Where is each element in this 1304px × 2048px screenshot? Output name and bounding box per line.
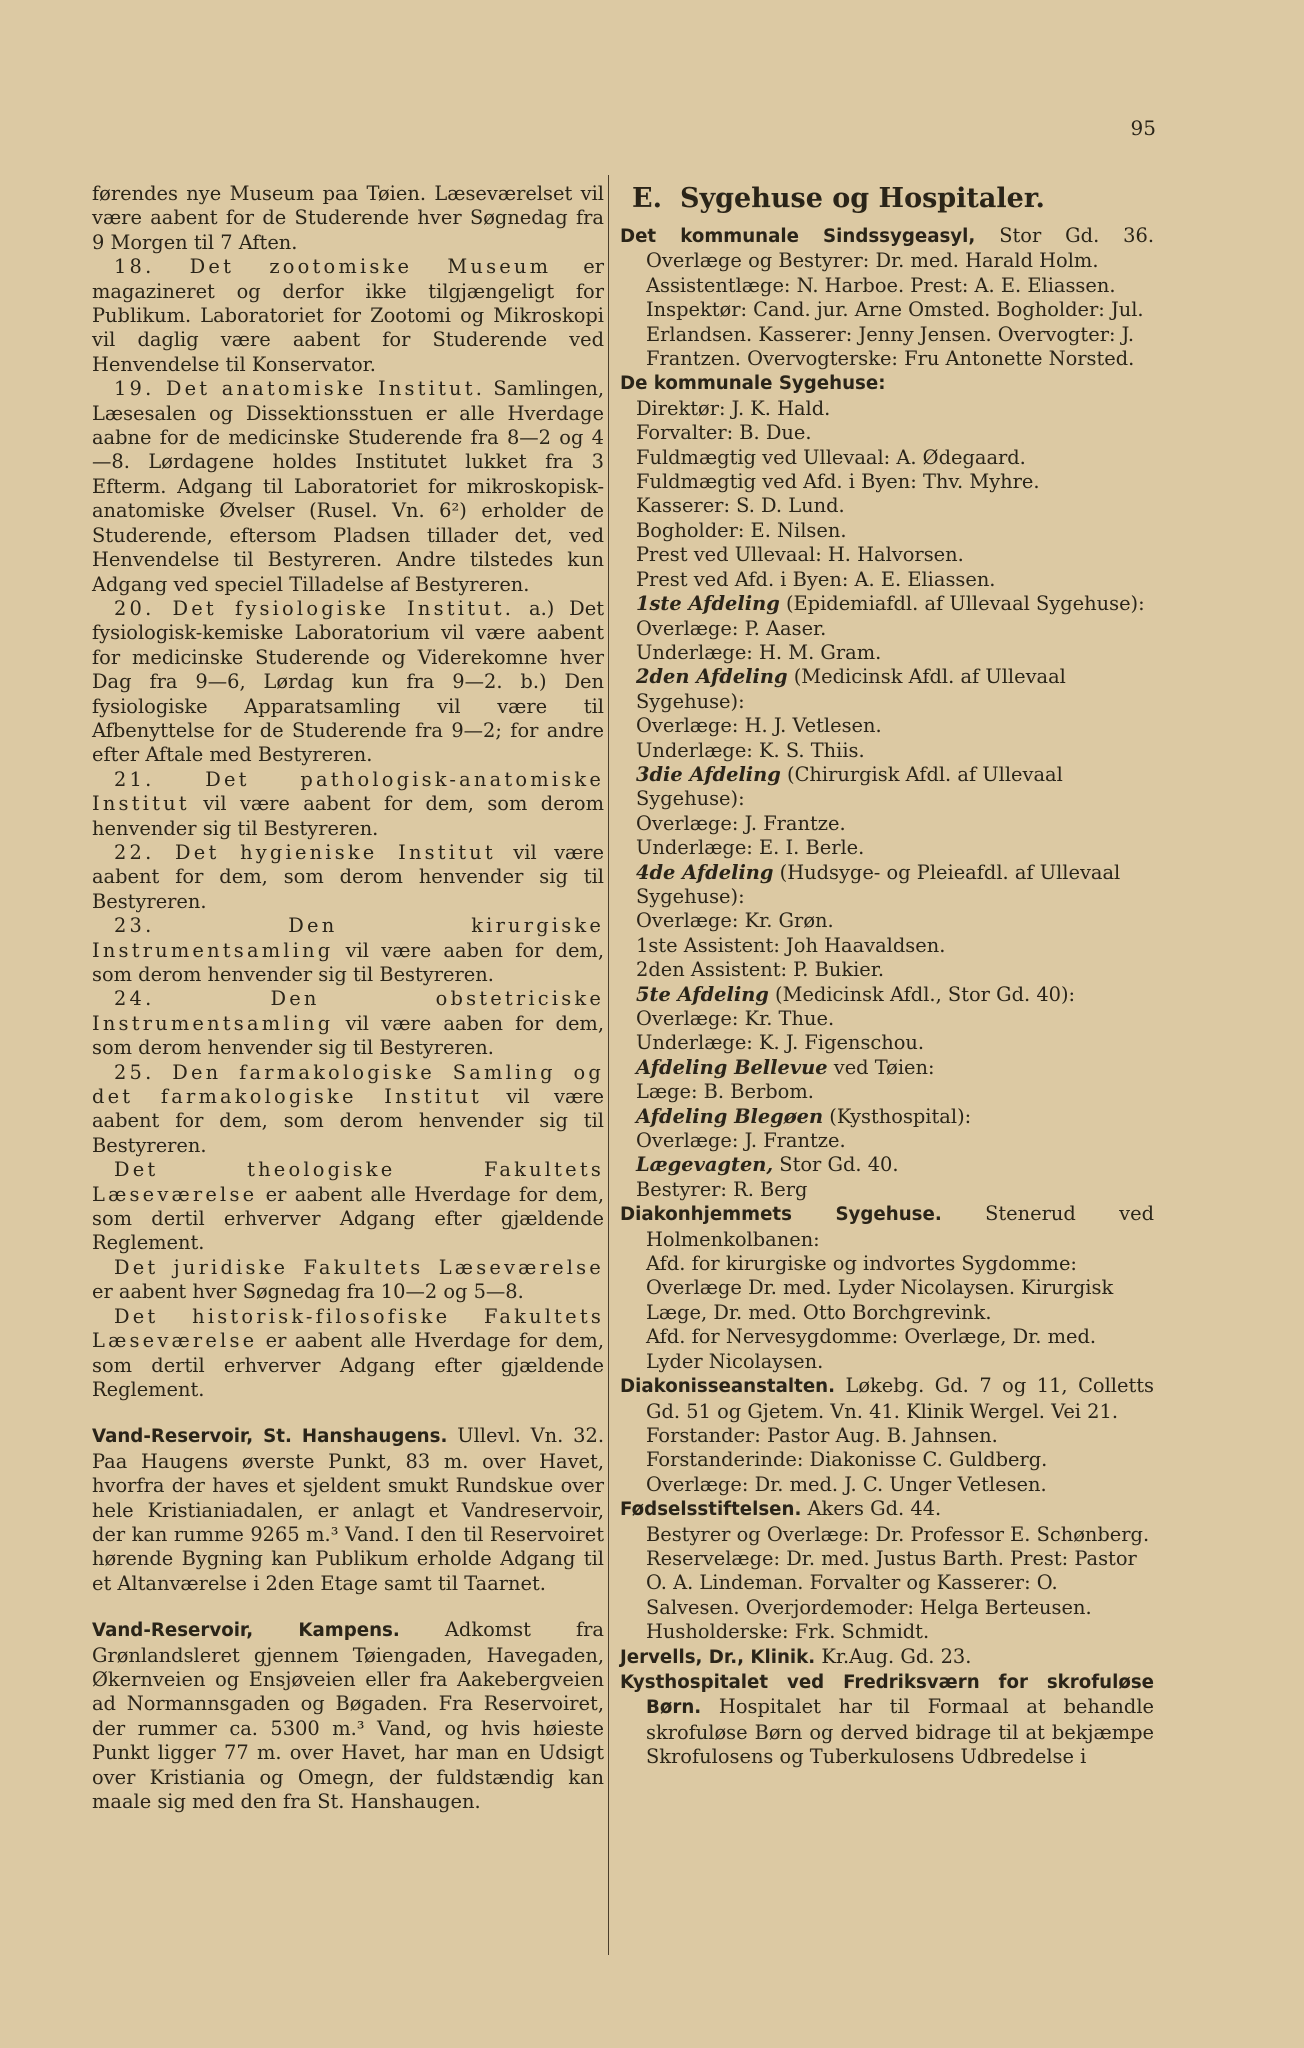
staff-item: Fuldmægtig ved Afd. i Byen: Thv. Myhre. [636, 470, 1040, 494]
staff-item: Overlæge: H. J. Vetlesen. [636, 714, 882, 738]
department-title: Lægevagten, [636, 1153, 774, 1177]
paragraph [92, 1256, 604, 1305]
entry-title: Kysthospitalet ved Fredriksværn for skrofuløse Børn. [620, 1671, 1154, 1719]
paragraph-lead: 18. Det zootomiske Museum [114, 255, 552, 279]
entry [620, 1202, 1154, 1252]
left-column [92, 182, 604, 1814]
entry-detail [620, 1424, 1154, 1497]
entry-title: De kommunale Sygehuse: [620, 373, 886, 395]
column-divider [608, 175, 609, 1955]
department-text: ved Tøien: [827, 1055, 935, 1079]
paragraph-lead: 20. Det fysiologiske Institut. [114, 596, 515, 620]
staff-item: 1ste Assistent: Joh Haavaldsen. [636, 933, 946, 957]
department-text: (Chirurgisk Afdl. af Ullevaal Sygehuse): [636, 762, 1063, 811]
entry [620, 1670, 1154, 1770]
paragraph-lead: Det theologiske Fakultets Læseværelse [92, 1158, 604, 1206]
section-title: Sygehuse og Hospitaler. [679, 183, 1045, 214]
paragraph-text: Adkomst fra Grønlandsleret gjennem Tøiengaden, Havegaden, Økernveien og Ensjøveien eller fra Aakebergveien ad Normannsgaden og Bøgaden. Fra Reservoiret, der rummer ca. 5300 m.³ Vand, og hvis høieste Punkt ligger 77 m. over Havet, har man en Udsigt over Kristiania og Omegn, der fuldstændig kan maale sig med den fra St. Hanshaugen. [92, 1618, 604, 1813]
paragraph [92, 768, 604, 841]
staff-item: Prest ved Ullevaal: H. Halvorsen. [636, 543, 964, 567]
paragraph [92, 914, 604, 987]
section-letter: E. [632, 183, 662, 214]
spacer [92, 1596, 604, 1618]
department-staff [620, 714, 1154, 763]
paragraph-text: er magazineret og derfor ikke tilgjængeligt for Publikum. Laboratoriet for Zootomi og Mikroskopi vil daglig være aabent for Studerende ved Henvendelse til Konservator. [92, 255, 604, 376]
department-title: Afdeling Blegøen [636, 1104, 824, 1128]
department-title: 1ste Afdeling [636, 592, 780, 616]
paragraph [92, 987, 604, 1060]
entry [620, 224, 1154, 274]
paragraph-text: vil være aabent for dem, som derom henvender sig til Bestyreren. [92, 792, 604, 840]
department-staff [620, 1129, 1154, 1153]
department-title: 5te Afdeling [636, 982, 769, 1006]
entry-text: Akers Gd. 44. [801, 1497, 942, 1521]
department [620, 1105, 1154, 1129]
department [620, 763, 1154, 812]
entry-text: Afd. for Nervesygdomme: Overlæge, Dr. med. Lyder Nicolaysen. [646, 1325, 1097, 1373]
entry-title: Jervells, Dr., Klinik. [620, 1646, 816, 1668]
paragraph [92, 1424, 604, 1596]
department [620, 861, 1154, 910]
staff-item: Overlæge: Kr. Thue. [636, 1007, 835, 1030]
department-text: (Medicinsk Afdl., Stor Gd. 40): [768, 982, 1076, 1006]
department-title: 3die Afdeling [636, 762, 781, 786]
department-title: Afdeling Bellevue [636, 1055, 828, 1079]
entry [620, 1497, 1154, 1522]
right-column [620, 182, 1154, 1770]
department-staff [620, 812, 1154, 861]
paragraph-lead: Det juridiske Fakultets Læseværelse [114, 1255, 604, 1279]
paragraph-lead: 22. Det hygieniske Institut [114, 840, 496, 864]
department-text: (Medicinsk Afdl. af Ullevaal Sygehuse): [636, 665, 1066, 713]
department [620, 983, 1154, 1007]
paragraph [92, 1618, 604, 1814]
spacer [92, 1402, 604, 1424]
staff-item: Kasserer: S. D. Lund. [636, 494, 845, 518]
staff-item: Underlæge: K. S. Thiis. [636, 738, 865, 762]
paragraph [92, 1305, 604, 1403]
entry-title: Diakonhjemmets Sygehuse. [620, 1204, 942, 1226]
staff-item: Prest ved Afd. i Byen: A. E. Eliassen. [636, 567, 996, 591]
staff-list [620, 397, 1154, 592]
department-text: (Hudsyge- og Pleieafdl. af Ullevaal Sygehuse): [636, 860, 1121, 908]
department-staff [620, 1007, 1154, 1056]
staff-item: Bogholder: E. Nilsen. [636, 518, 847, 542]
paragraph-text: vil være aabent for dem, som derom henvender sig til Bestyreren. [92, 840, 604, 913]
entry [620, 1374, 1154, 1424]
staff-item: Forvalter: B. Due. [636, 421, 812, 445]
paragraph [92, 597, 604, 768]
staff-item: Overlæge: P. Aaser. [636, 616, 827, 640]
paragraph-text: Samlingen, Læsesalen og Dissektionsstuen er alle Hverdage aabne for de medicinske Studerende fra 8—2 og 4—8. Lørdagene holdes Institutet lukket fra 3 Efterm. Adgang til Laboratoriet for mikroskopisk-anatomiske Øvelser (Rusel. Vn. 6²) erholder de Studerende, eftersom Pladsen tillader det, ved Henvendelse til Bestyreren. Andre tilstedes kun Adgang ved speciel Tilladelse af Bestyreren. [92, 377, 604, 596]
paragraph [92, 841, 604, 914]
staff-item: Overlæge: Kr. Grøn. [636, 909, 834, 933]
paragraph [92, 182, 604, 255]
entry-text: Hospitalet har til Formaal at behandle skrofuløse Børn og derved bidrage til at bekjæmpe Skrofulosens og Tuberkulosens Udbredelse i [646, 1695, 1154, 1769]
entry-detail [620, 1523, 1154, 1645]
department [620, 592, 1154, 616]
entry-text: Kr.Aug. Gd. 23. [815, 1644, 972, 1668]
staff-item: Overlæge: J. Frantze. [636, 1129, 846, 1153]
entry-title: Det kommunale Sindssygeasyl, [620, 226, 976, 247]
paragraph [92, 255, 604, 377]
paragraph-lead: 24. Den obstetriciske Instrumentsamling [92, 987, 604, 1035]
page-number: 95 [1130, 116, 1156, 140]
paragraph-lead: 21. Det pathologisk-anatomiske Institut [92, 767, 604, 816]
entry-detail [620, 274, 1154, 372]
staff-item: Overlæge: J. Frantze. [636, 811, 846, 835]
entry-text: Forstander: Pastor Aug. B. Jahnsen. Forstanderinde: Diakonisse C. Guldberg. Overlæge: Dr. med. J. C. Unger Vetlesen. [646, 1423, 1048, 1496]
department-text: (Kysthospital): [823, 1104, 972, 1128]
department-title: 4de Afdeling [636, 860, 774, 884]
department-staff [620, 1178, 1154, 1202]
entry-text: Assistentlæge: N. Harboe. Prest: A. E. Eliassen. Inspektør: Cand. jur. Arne Omsted. Bogholder: Jul. Erlandsen. Kasserer: Jenny Jensen. Overvogter: J. Frantzen. Overvogterske: Fru Antonette Norsted. [646, 273, 1144, 371]
paragraph-text: er aabent alle Hverdage for dem, som dertil erhverver Adgang efter gjældende Reglement. [92, 1182, 604, 1255]
entry-text: Bestyrer og Overlæge: Dr. Professor E. Schønberg. Reservelæge: Dr. med. Justus Barth. Prest: Pastor O. A. Lindeman. Forvalter og Kasserer: O. Salvesen. Overjordemoder: Helga Berteusen. Husholderske: Frk. Schmidt. [646, 1522, 1150, 1644]
department-title: 2den Afdeling [636, 665, 788, 689]
paragraph-text: vil være aaben for dem, som derom henvender sig til Bestyreren. [92, 938, 604, 986]
entry-detail [620, 1252, 1154, 1325]
staff-item: Fuldmægtig ved Ullevaal: A. Ødegaard. [636, 445, 1026, 469]
department [620, 1056, 1154, 1080]
section-heading [632, 182, 1154, 216]
entry-text: Stenerud ved Holmenkolbanen: [646, 1202, 1154, 1251]
paragraph-text: vil være aabent for dem, som derom henvender sig til Bestyreren. [92, 1085, 604, 1157]
paragraph-lead: 25. Den farmakologiske Samling og det farmakologiske Institut [92, 1060, 604, 1109]
paragraph-text: a.) Det fysiologisk-kemiske Laboratorium vil være aabent for medicinske Studerende og Viderekomne hver Dag fra 9—6, Lørdag kun fra 9—2. b.) Den fysiologiske Apparatsamling vil være til Afbenyttelse for de Studerende fra 9—2; for andre efter Aftale med Bestyreren. [92, 596, 604, 767]
paragraph-text: er aabent alle Hverdage for dem, som dertil erhverver Adgang efter gjældende Reglement. [92, 1329, 604, 1401]
entry [620, 371, 1154, 396]
staff-item: 2den Assistent: P. Bukier. [636, 958, 885, 982]
department-staff [620, 617, 1154, 666]
paragraph-lead: Det historisk-filosofiske Fakultets Læseværelse [92, 1304, 604, 1353]
entry-title: Diakonisseanstalten. [620, 1376, 836, 1398]
department-staff [620, 1080, 1154, 1104]
entry [620, 1645, 1154, 1670]
paragraph [92, 1061, 604, 1159]
staff-item: Underlæge: E. I. Berle. [636, 836, 865, 860]
staff-item: Underlæge: K. J. Figenschou. [636, 1031, 925, 1055]
paragraph-text: førendes nye Museum paa Tøien. Læseværelset vil være aabent for de Studerende hver Søgnedag fra 9 Morgen til 7 Aften. [92, 182, 604, 254]
entry-text: Løkebg. Gd. 7 og 11, Colletts Gd. 51 og Gjetem. Vn. 41. Klinik Wergel. Vei 21. [646, 1374, 1154, 1423]
staff-item: Læge: B. Berbom. [636, 1080, 814, 1104]
paragraph [92, 1158, 604, 1256]
entry-title: Vand-Reservoir, Kampens. [92, 1620, 400, 1642]
paragraph [92, 377, 604, 597]
entry-title: Fødselsstiftelsen. [620, 1499, 802, 1521]
department-text: (Epidemiafdl. af Ullevaal Sygehuse): [779, 592, 1145, 616]
entry-title: Vand-Reservoir, St. Hanshaugens. [92, 1426, 448, 1448]
entry-text: Stor Gd. 36. Overlæge og Bestyrer: Dr. med. Harald Holm. [646, 224, 1154, 273]
department-text: Stor Gd. 40. [773, 1153, 899, 1177]
paragraph-lead: 23. Den kirurgiske Instrumentsamling [92, 914, 604, 962]
paragraph-lead: 19. Det anatomiske Institut. [114, 377, 486, 401]
department [620, 665, 1154, 714]
staff-item: Bestyrer: R. Berg [636, 1177, 808, 1201]
department-staff [620, 909, 1154, 982]
paragraph-text: Ullevl. Vn. 32. Paa Haugens øverste Punkt, 83 m. over Havet, hvorfra der haves et sjeldent smukt Rundskue over hele Kristianiadalen, er anlagt et Vandreservoir, der kan rumme 9265 m.³ Vand. I den til Reservoiret hørende Bygning kan Publikum erholde Adgang til et Altanværelse i 2den Etage samt til Taarnet. [92, 1424, 604, 1595]
staff-item: Underlæge: H. M. Gram. [636, 640, 882, 664]
department [620, 1153, 1154, 1177]
entry-text: Afd. for kirurgiske og indvortes Sygdomme: Overlæge Dr. med. Lyder Nicolaysen. Kirurgisk Læge, Dr. med. Otto Borchgrevink. [646, 1252, 1114, 1324]
staff-item: Direktør: J. K. Hald. [636, 396, 831, 420]
paragraph-text: vil være aaben for dem, som derom henvender sig til Bestyreren. [92, 1011, 604, 1060]
entry-detail [620, 1325, 1154, 1374]
paragraph-text: er aabent hver Søgnedag fra 10—2 og 5—8. [92, 1280, 524, 1304]
